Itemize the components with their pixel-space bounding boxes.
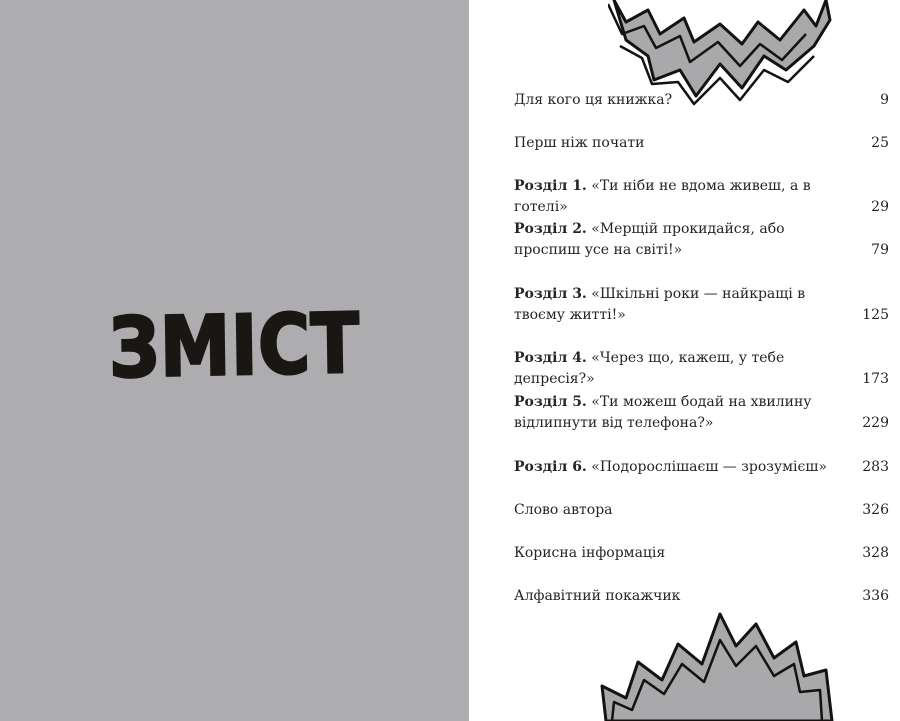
- toc-entry-title: «Мерщій прокидайся, або проспиш усе на світі!»: [514, 221, 785, 258]
- toc-entry-page: 326: [862, 502, 889, 518]
- toc-entry[interactable]: [514, 457, 889, 478]
- toc-entry-title: «Ти ніби не вдома живеш, а в готелі»: [514, 178, 811, 215]
- toc-entry-page: 29: [871, 199, 889, 215]
- toc-entry[interactable]: [514, 586, 889, 607]
- toc-entry-label: Розділ 1.: [514, 178, 587, 194]
- toc-entry[interactable]: [514, 284, 889, 326]
- toc-entry[interactable]: [514, 500, 889, 521]
- toc-entry-title: Перш ніж почати: [514, 135, 645, 151]
- toc-entry-title: «Через що, кажеш, у тебе депресія?»: [514, 350, 785, 387]
- toc-entry-title: «Подорослішаєш — зрозумієш»: [591, 459, 827, 475]
- toc-entry[interactable]: [514, 543, 889, 564]
- toc-entry-page: 9: [880, 92, 889, 108]
- toc-entry[interactable]: [514, 348, 889, 390]
- toc-entry-page: 125: [862, 307, 889, 323]
- toc-entry-page: 229: [862, 415, 889, 431]
- toc-entry-label: Розділ 2.: [514, 221, 587, 237]
- toc-entry-label: Розділ 6.: [514, 459, 587, 475]
- toc-entry-title: «Ти можеш бодай на хвилину відлипнути від телефона?»: [514, 394, 812, 431]
- toc-entry-title: Для кого ця книжка?: [514, 92, 673, 108]
- toc-entry-page: 283: [862, 459, 889, 475]
- page-title: ЗМІСТ: [108, 296, 361, 397]
- toc-entry-page: 25: [871, 135, 889, 151]
- toc-entry[interactable]: [514, 219, 889, 261]
- toc-entry[interactable]: [514, 176, 889, 218]
- toc-entry-title: Корисна інформація: [514, 545, 666, 561]
- toc-entry-title: Алфавітний покажчик: [514, 588, 681, 604]
- toc-entry-title: «Шкільні роки — найкращі в твоєму житті!»: [514, 286, 806, 323]
- zigzag-decoration-bottom-icon: [598, 606, 834, 721]
- toc-entry[interactable]: [514, 90, 889, 111]
- toc-entry-page: 328: [862, 545, 889, 561]
- toc-entry-page: 79: [871, 242, 889, 258]
- toc-entry[interactable]: [514, 392, 889, 434]
- toc-entry-page: 336: [862, 588, 889, 604]
- toc-entry-title: Слово автора: [514, 502, 613, 518]
- toc-entry-label: Розділ 3.: [514, 286, 587, 302]
- toc-entry-page: 173: [862, 371, 889, 387]
- toc-entry-label: Розділ 5.: [514, 394, 587, 410]
- toc-entry[interactable]: [514, 133, 889, 154]
- toc-entry-label: Розділ 4.: [514, 350, 587, 366]
